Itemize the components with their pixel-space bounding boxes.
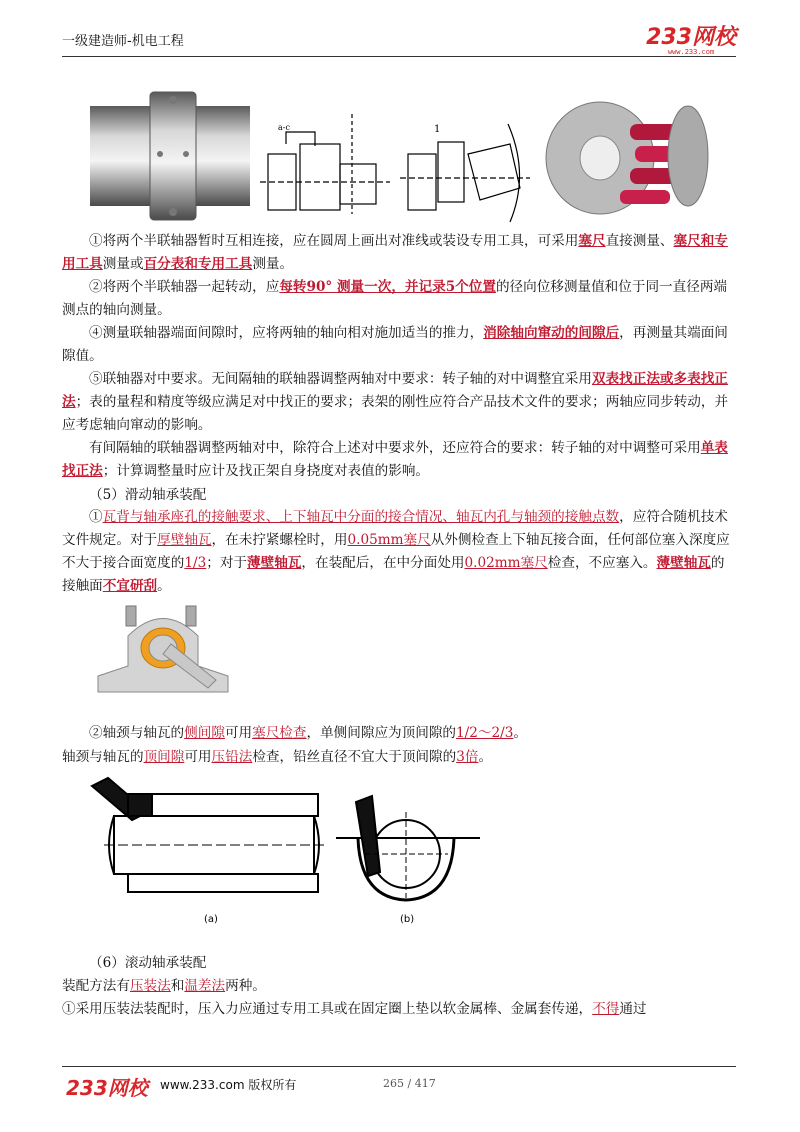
heading-rolling-bearing: （6）滚动轴承装配 [89,955,207,971]
para-side-clearance: ②轴颈与轴瓦的侧间隙可用塞尺检查，单侧间隙应为顶间隙的1/2～2/3。 [89,725,527,741]
pin-coupling-render [546,102,708,214]
alignment-diagram-2 [400,124,530,222]
header-title: 一级建造师-机电工程 [62,34,184,49]
figure-b [336,796,480,900]
coupling-figures [90,84,730,224]
logo-text: 233网校 [646,25,736,50]
footer-logo: 233网校 [66,1076,148,1100]
alignment-diagram-1 [260,114,390,214]
para-assembly-methods: 装配方法有压装法和温差法两种。 [62,978,266,994]
para-press-fit: ①采用压装法装配时，压入力应通过专用工具或在固定圈上垫以软金属棒、金属套传递，不得通过 [62,1001,647,1017]
lead-wire-figures [88,772,508,942]
heading-sliding-bearing: （5）滑动轴承装配 [89,487,207,503]
para-coupling-measure: ①将两个半联轴器暂时互相连接，应在圆周上画出对准线或装设专用工具，可采用塞尺直接测量、塞尺和专用工具测量或百分表和专用工具测量。 [62,233,728,272]
footer-rule [62,1066,736,1067]
para-sliding-bearing: ①瓦背与轴承座孔的接触要求、上下轴瓦中分面的接合情况、轴瓦内孔与轴颈的接触点数，应符合随机技术文件规定。对于厚壁轴瓦，在未拧紧螺栓时，用0.05mm塞尺从外侧检查上下轴瓦接合面，任何部位塞入深度应不大于接合面宽度的1/3；对于薄壁轴瓦，在装配后，在中分面处用0.02mm塞尺检查，不应塞入。薄壁轴瓦的接触面不宜研刮。 [62,509,730,594]
brand-logo [646,20,736,56]
para-top-clearance: 轴颈与轴瓦的顶间隙可用压铅法检查，铅丝直径不宜大于顶间隙的3倍。 [62,749,493,765]
logo-url: www.233.com [667,48,715,56]
figure-b-label: (b) [400,914,415,925]
footer-site: www.233.com 版权所有 [160,1078,297,1092]
para-coupling-rotate: ②将两个半联轴器一起转动，应每转90° 测量一次，并记录5个位置的径向位移测量值和位于同一直径两端测点的轴向测量。 [62,279,728,318]
page-number: 265 / 417 [383,1077,436,1090]
bearing-housing-figure [88,596,238,706]
header-rule [62,56,736,57]
para-alignment-req: ⑤联轴器对中要求。无间隔轴的联轴器调整两轴对中要求：转子轴的对中调整宜采用双表找正法或多表找正法；表的量程和精度等级应满足对中找正的要求；表架的刚性应符合产品技术文件的要求；两轴应同步转动，并应考虑轴向窜动的影响。 [62,371,729,433]
figure-a-label: (a) [204,914,218,925]
figure-a [92,778,328,892]
para-spacer-alignment: 有间隔轴的联轴器调整两轴对中，除符合上述对中要求外，还应符合的要求：转子轴的对中调整可采用单表找正法；计算调整量时应计及找正架自身挠度对表值的影响。 [62,440,728,479]
svg-text:1: 1 [434,124,441,135]
para-end-gap: ④测量联轴器端面间隙时，应将两轴的轴向相对施加适当的推力，消除轴向窜动的间隙后，再测量其端面间隙值。 [62,325,728,364]
svg-text:a-c: a-c [278,123,290,132]
coupling-photo [90,92,250,220]
